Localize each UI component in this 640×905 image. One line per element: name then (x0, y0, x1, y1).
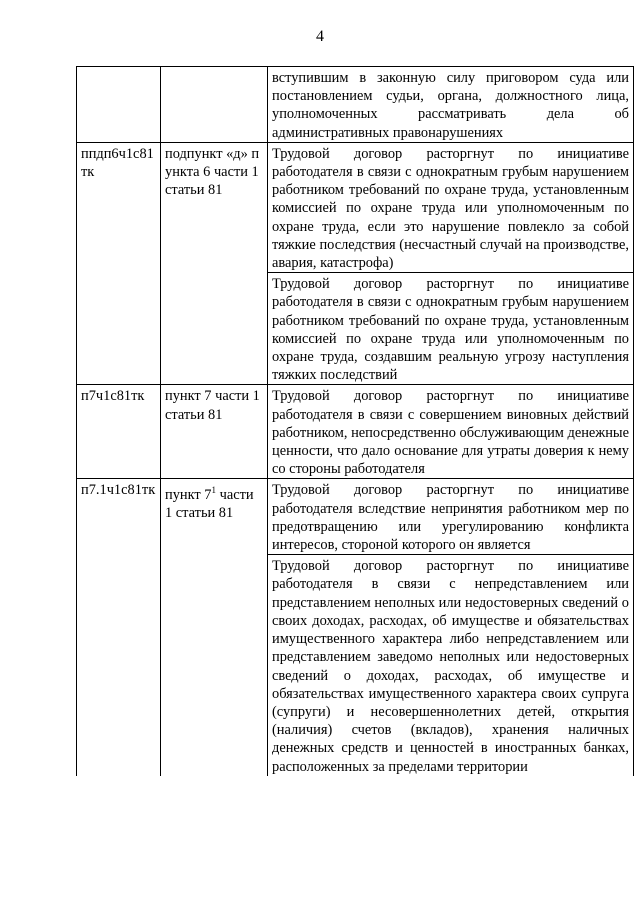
ref-superscript: 1 (211, 485, 216, 496)
article-reference (161, 67, 268, 143)
table-row (77, 142, 634, 272)
dismissal-description: Трудовой договор расторгнут по инициативе работодателя в связи с непредставлением или представлением неполных или недостоверных сведений о своих доходах, расходах, об имуществе и обязательствах имущественного характера либо непредставлением или представлением заведомо неполных или недостоверных сведений о доходах, расходах, об имуществе и обязательствах имущественного характера своих супруга (супруги) и несовершеннолетних детей, открытия (наличия) счетов (вкладов), хранения наличных денежных средств и ценностей в иностранных банках, расположенных за пределами территории (268, 555, 634, 776)
dismissal-description: вступившим в законную силу приговором суда или постановлением судьи, органа, должностного лица, уполномоченных рассматривать дела об административных правонарушениях (268, 67, 634, 143)
article-code (77, 67, 161, 143)
article-code: п7ч1с81тк (77, 385, 161, 479)
table-row (77, 479, 634, 555)
article-reference: подпункт «д» пункта 6 части 1 статьи 81 (161, 142, 268, 385)
reasons-table (76, 66, 634, 776)
table-row (77, 67, 634, 143)
dismissal-description: Трудовой договор расторгнут по инициативе работодателя в связи с однократным грубым нарушением работником требований по охране труда, установленным комиссией по охране труда или уполномоченным по охране труда, создавшим реальную угрозу наступления тяжких последствий (268, 273, 634, 385)
dismissal-description: Трудовой договор расторгнут по инициативе работодателя вследствие непринятия работником мер по предотвращению или урегулированию конфликта интересов, стороной которого он является (268, 479, 634, 555)
table-row (77, 385, 634, 479)
ref-prefix: пункт 7 (165, 487, 212, 504)
dismissal-description: Трудовой договор расторгнут по инициативе работодателя в связи с совершением виновных действий работником, непосредственно обслуживающим денежные ценности, что дало основание для утраты доверия к нему со стороны работодателя (268, 385, 634, 479)
article-reference (161, 479, 268, 776)
article-reference: пункт 7 части 1 статьи 81 (161, 385, 268, 479)
ref-suffix: части 1 статьи 81 (165, 487, 254, 522)
page-number: 4 (316, 28, 324, 45)
article-code: п7.1ч1с81тк (77, 479, 161, 776)
article-code: ппдп6ч1с81тк (77, 142, 161, 385)
dismissal-description: Трудовой договор расторгнут по инициативе работодателя в связи с однократным грубым нарушением работником требований по охране труда, установленным комиссией по охране труда или уполномоченным по охране труда, если это нарушение повлекло за собой тяжкие последствия (несчастный случай на производстве, авария, катастрофа) (268, 142, 634, 272)
